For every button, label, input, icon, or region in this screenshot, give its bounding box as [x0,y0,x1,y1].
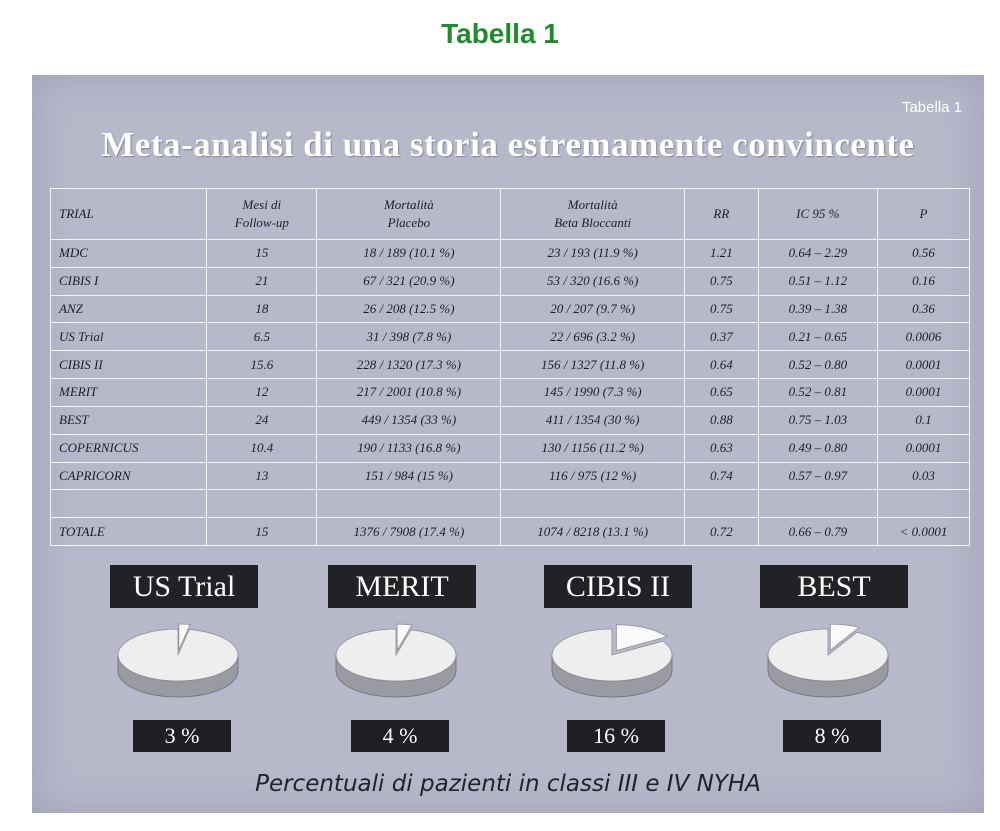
table-cell: MDC [51,240,207,268]
header-cell: IC 95 % [758,189,877,240]
table-cell: 0.57 – 0.97 [758,462,877,490]
header-cell: Mortalità Placebo [317,189,501,240]
pie-title: CIBIS II [544,565,692,608]
table-cell: 411 / 1354 (30 %) [501,406,685,434]
table-cell: 13 [207,462,317,490]
pie-chart [110,613,260,713]
table-row [51,490,970,518]
table-cell: 145 / 1990 (7.3 %) [501,379,685,407]
table-row [51,323,970,351]
table-cell: 0.64 [685,351,759,379]
table-cell: 0.03 [878,462,970,490]
table-cell: BEST [51,406,207,434]
page-heading: Tabella 1 [441,18,559,49]
pie-group [544,565,724,755]
table-cell [317,490,501,518]
table-header-row [51,189,970,240]
table-cell: 0.36 [878,295,970,323]
table-cell: 1376 / 7908 (17.4 %) [317,518,501,546]
table-cell: 0.75 – 1.03 [758,406,877,434]
pie-group [328,565,508,755]
table-cell: 116 / 975 (12 %) [501,462,685,490]
table-cell: 18 / 189 (10.1 %) [317,240,501,268]
table-cell: 31 / 398 (7.8 %) [317,323,501,351]
pie-slice-rest [336,629,456,681]
table-cell: 22 / 696 (3.2 %) [501,323,685,351]
table-cell [758,490,877,518]
table-cell: 0.1 [878,406,970,434]
slide-caption: Percentuali di pazienti in classi III e IV NYHA [255,771,761,797]
table-cell: CAPRICORN [51,462,207,490]
table-cell: 0.37 [685,323,759,351]
table-cell: 6.5 [207,323,317,351]
table-cell: 0.75 [685,295,759,323]
table-row [51,379,970,407]
table-cell: 0.51 – 1.12 [758,267,877,295]
table-cell [685,490,759,518]
slide-corner-label: Tabella 1 [901,99,962,116]
pie-title: BEST [760,565,908,608]
table-cell: 0.72 [685,518,759,546]
pie-title: US Trial [110,565,258,608]
table-cell: 20 / 207 (9.7 %) [501,295,685,323]
table-cell [501,490,685,518]
table-cell: 156 / 1327 (11.8 %) [501,351,685,379]
table-cell: 228 / 1320 (17.3 %) [317,351,501,379]
pie-chart [328,613,478,713]
table-cell: 0.65 [685,379,759,407]
table-cell: 190 / 1133 (16.8 %) [317,434,501,462]
table-cell: 0.21 – 0.65 [758,323,877,351]
slide-title: Meta-analisi di una storia estremamente convincente [101,125,915,164]
table-cell: 15 [207,240,317,268]
table-cell: 0.56 [878,240,970,268]
percent-label: 4 % [351,720,449,752]
table-cell: 0.64 – 2.29 [758,240,877,268]
table-cell: 53 / 320 (16.6 %) [501,267,685,295]
table-cell: CIBIS II [51,351,207,379]
table-cell: 0.0001 [878,351,970,379]
table-cell: 21 [207,267,317,295]
table-cell [51,490,207,518]
pie-group [760,565,940,755]
header-cell: Mortalità Beta Bloccanti [501,189,685,240]
table-cell: 0.39 – 1.38 [758,295,877,323]
slide-panel [32,75,984,813]
table-row [51,267,970,295]
table-cell: 12 [207,379,317,407]
table-cell: 0.52 – 0.80 [758,351,877,379]
table-cell: 1.21 [685,240,759,268]
percent-label: 16 % [567,720,665,752]
table-cell: 0.74 [685,462,759,490]
table-cell: 26 / 208 (12.5 %) [317,295,501,323]
pie-chart [760,613,910,713]
table-cell: 0.16 [878,267,970,295]
table-cell: US Trial [51,323,207,351]
table-row [51,406,970,434]
pie-group [110,565,290,755]
table-cell: 0.0001 [878,379,970,407]
table-cell: 10.4 [207,434,317,462]
table-cell: 0.88 [685,406,759,434]
table-cell: 1074 / 8218 (13.1 %) [501,518,685,546]
header-cell: Mesi di Follow-up [207,189,317,240]
table-row [51,434,970,462]
table-cell: MERIT [51,379,207,407]
table-cell: 0.66 – 0.79 [758,518,877,546]
table-cell: ANZ [51,295,207,323]
pie-title: MERIT [328,565,476,608]
table-row [51,240,970,268]
table-cell: 449 / 1354 (33 %) [317,406,501,434]
pie-slice-rest [768,629,888,681]
table-cell: 0.75 [685,267,759,295]
header-cell: TRIAL [51,189,207,240]
table-cell: 0.0006 [878,323,970,351]
percent-label: 8 % [783,720,881,752]
pie-slice-rest [118,629,238,681]
pie-chart [544,613,694,713]
table-row [51,351,970,379]
table-cell: 130 / 1156 (11.2 %) [501,434,685,462]
table-cell [878,490,970,518]
table-cell: 67 / 321 (20.9 %) [317,267,501,295]
table-row [51,462,970,490]
table-cell: 15.6 [207,351,317,379]
table-cell: 15 [207,518,317,546]
table-cell: 217 / 2001 (10.8 %) [317,379,501,407]
table-body [51,240,970,546]
table-cell: 23 / 193 (11.9 %) [501,240,685,268]
header-cell: RR [685,189,759,240]
trials-table [50,188,970,546]
table-cell: COPERNICUS [51,434,207,462]
table-cell: TOTALE [51,518,207,546]
table-cell: 0.49 – 0.80 [758,434,877,462]
table-row [51,518,970,546]
table-cell: 18 [207,295,317,323]
table-cell: CIBIS I [51,267,207,295]
percent-label: 3 % [133,720,231,752]
table-cell: 0.63 [685,434,759,462]
table-cell: 24 [207,406,317,434]
table-cell: 0.0001 [878,434,970,462]
table-cell: 0.52 – 0.81 [758,379,877,407]
table-cell: < 0.0001 [878,518,970,546]
header-cell: P [878,189,970,240]
table-row [51,295,970,323]
table-cell [207,490,317,518]
table-cell: 151 / 984 (15 %) [317,462,501,490]
